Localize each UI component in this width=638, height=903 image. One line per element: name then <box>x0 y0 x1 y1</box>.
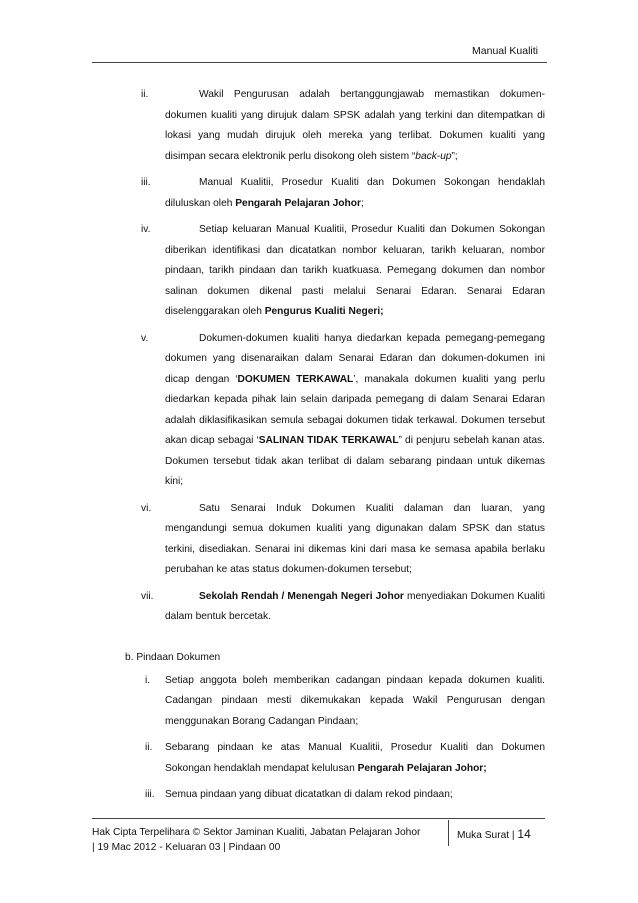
list-item-number: vii. <box>141 590 154 602</box>
list-item-text: Setiap anggota boleh memberikan cadangan pindaan kepada dokumen kualiti. Cadangan pindaan mesti dikemukakan kepada Wakil Pengurusan dengan menggunakan Borang Cadangan Pindaan; <box>165 674 545 727</box>
list-item-text: Sekolah Rendah / Menengah Negeri Johor <box>199 590 404 602</box>
list-item-text: SALINAN TIDAK TERKAWAL <box>258 435 399 446</box>
footer-rule <box>92 818 545 819</box>
footer-line-1: Hak Cipta Terpelihara © Sektor Jaminan Kualiti, Jabatan Pelajaran Johor <box>92 827 421 838</box>
list-item-number: ii. <box>145 742 153 753</box>
footer-page-number <box>457 827 531 841</box>
list-item <box>141 220 545 323</box>
page-number: 14 <box>517 827 531 841</box>
list-item-text: ; <box>360 197 364 209</box>
section-b-list <box>0 671 638 806</box>
list-item-text: Pengarah Pelajaran Johor <box>235 197 361 209</box>
footer-line-2: | 19 Mac 2012 - Keluaran 03 | Pindaan 00 <box>92 842 281 853</box>
list-item-text: Dokumen-dokumen kualiti hanya diedarkan kepada pemegang-pemegang dokumen yang disenaraikan dalam Senarai Edaran dan dokumen-dokumen ini dicap dengan ‘ <box>165 332 545 385</box>
list-item-text: Pengurus Kualiti Negeri; <box>264 306 384 317</box>
list-item-text: back-up <box>415 150 452 162</box>
list-item <box>141 329 546 493</box>
list-item-text: DOKUMEN TERKAWAL <box>237 373 354 385</box>
list-item-number: ii. <box>141 89 149 100</box>
footer-divider <box>448 820 449 846</box>
list-item-text: Setiap keluaran Manual Kualitii, Prosedur Kualiti dan Dokumen Sokongan diberikan identifikasi dan dicatatkan nombor keluaran, tarikh keluaran, nombor pindaan, tarikh pindaan dan tarikh kuatkuasa. Pemegang dokumen dan nombor salinan dokumen dikenal pasti melalui Senarai Edaran. Senarai Edaran diselenggarakan oleh <box>165 224 545 317</box>
list-item-number: iv. <box>141 224 151 235</box>
footer-copyright <box>92 825 420 855</box>
list-item-number: i. <box>145 674 151 686</box>
list-item-text: Wakil Pengurusan adalah bertanggungjawab memastikan dokumen-dokumen kualiti yang dirujuk dalam SPSK adalah yang terkini dan ditempatkan di lokasi yang mudah dirujuk oleh mereka yang terlibat. Dokumen kualiti yang disimpan secara elektronik perlu disokong oleh sistem “ <box>165 89 545 162</box>
list-item-number: iii. <box>141 177 151 188</box>
section-b-heading: b. Pindaan Dokumen <box>125 651 221 663</box>
list-item <box>145 785 545 806</box>
list-item <box>145 738 545 779</box>
list-item-text: ’, manakala dokumen kualiti yang perlu diedarkan kepada pihak lain selain daripada pemegang di dalam Senarai Edaran adalah diklasifikasikan semula sebagai dokumen tidak terkawal. Dokumen tersebut akan dicap sebagai ‘ <box>165 373 546 446</box>
list-item-text: Sebarang pindaan ke atas Manual Kualitii, Prosedur Kualiti dan Dokumen Sokongan hendaklah mendapat kelulusan <box>165 742 545 774</box>
section-a-list <box>0 85 638 628</box>
list-item-text: Manual Kualitii, Prosedur Kualiti dan Dokumen Sokongan hendaklah diluluskan oleh <box>165 177 545 209</box>
list-item-text: menyediakan Dokumen Kualiti dalam bentuk bercetak. <box>165 590 546 622</box>
document-body <box>0 85 638 812</box>
page-header-title: Manual Kualiti <box>472 45 538 57</box>
list-item <box>141 173 545 214</box>
header-rule <box>92 62 547 63</box>
list-item <box>141 499 545 581</box>
page-label: Muka Surat | <box>457 830 515 841</box>
list-item-text: Semua pindaan yang dibuat dicatatkan di dalam rekod pindaan; <box>165 789 453 800</box>
list-item <box>145 671 545 733</box>
list-item <box>141 85 545 167</box>
list-item-number: iii. <box>145 789 155 800</box>
list-item-number: v. <box>141 332 149 344</box>
list-item-text: ”; <box>451 150 458 162</box>
list-item-text: Satu Senarai Induk Dokumen Kualiti dalaman dan luaran, yang mengandungi semua dokumen kualiti yang digunakan dalam SPSK dan status terkini, disediakan. Senarai ini dikemas kini dari masa ke semasa apabila berlaku perubahan ke atas status dokumen-dokumen tersebut; <box>165 502 545 575</box>
list-item-text: Pengarah Pelajaran Johor; <box>357 762 487 774</box>
list-item-text: ” di penjuru sebelah kanan atas. Dokumen tersebut tidak akan terlibat di dalam sebarang pindaan untuk dikemas kini; <box>165 435 545 487</box>
list-item <box>141 587 546 628</box>
list-item-number: vi. <box>141 502 152 514</box>
